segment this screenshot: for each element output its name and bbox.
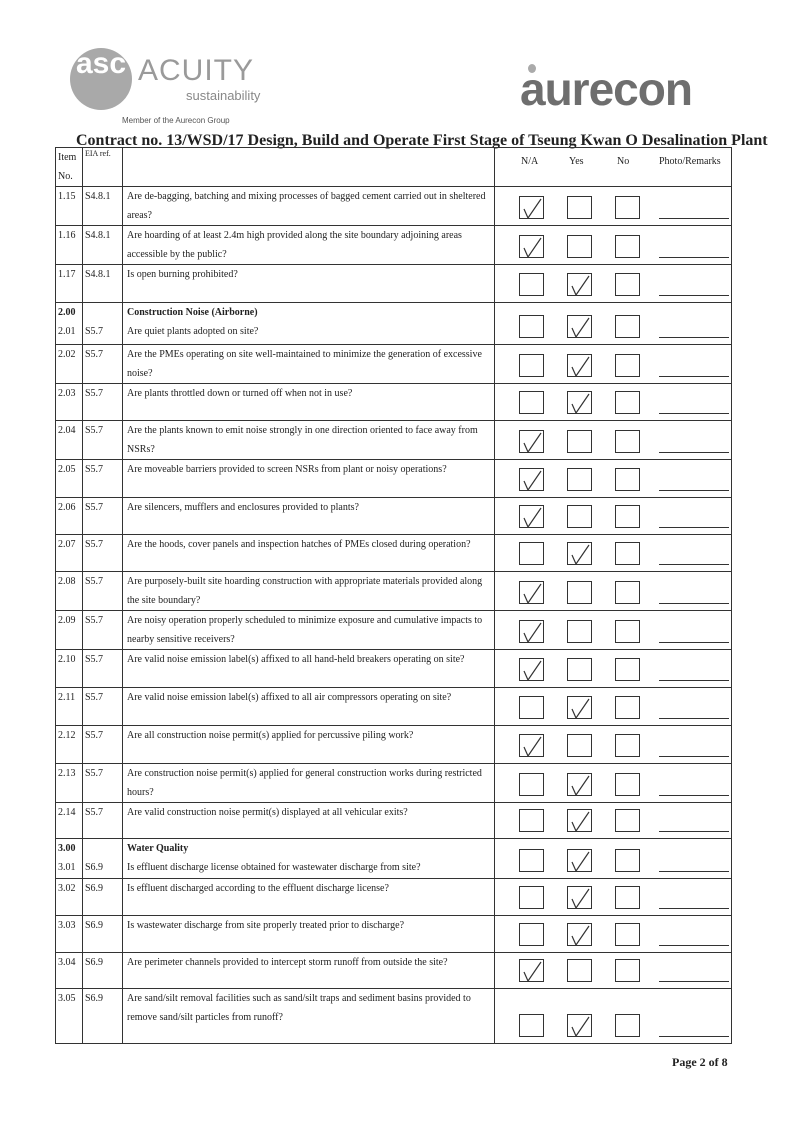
item-no: 2.13 [56, 764, 83, 803]
question: Are construction noise permit(s) applied for general construction works during restricted hours? [123, 764, 495, 803]
checkbox-na[interactable] [519, 620, 544, 643]
remarks-line[interactable] [659, 376, 729, 377]
checkbox-no[interactable] [615, 849, 640, 872]
remarks-line[interactable] [659, 756, 729, 757]
remarks-line[interactable] [659, 490, 729, 491]
checkbox-na[interactable] [519, 235, 544, 258]
eia-ref: S6.9 [83, 839, 123, 879]
checkbox-na[interactable] [519, 696, 544, 719]
item-no: 2.03 [56, 384, 83, 421]
eia-ref: S5.7 [83, 611, 123, 650]
check-mark-icon [569, 697, 591, 719]
eia-ref: S4.8.1 [83, 226, 123, 265]
question: Are de-bagging, batching and mixing processes of bagged cement carried out in sheltered areas? [123, 187, 495, 226]
item-no: 2.06 [56, 498, 83, 535]
checkbox-no[interactable] [615, 430, 640, 453]
item-no: 2.05 [56, 460, 83, 498]
section-heading: Construction Noise (Airborne) [127, 307, 258, 318]
question: Are noisy operation properly scheduled to minimize exposure and cumulative impacts to nearby sensitive receivers? [123, 611, 495, 650]
eia-ref: S4.8.1 [83, 265, 123, 303]
item-no: 2.02 [56, 345, 83, 384]
checkbox-no[interactable] [615, 354, 640, 377]
checkbox-yes[interactable] [567, 1014, 592, 1037]
checkbox-yes[interactable] [567, 505, 592, 528]
checkbox-na[interactable] [519, 391, 544, 414]
remarks-line[interactable] [659, 831, 729, 832]
question: Is effluent discharged according to the effluent discharge license? [123, 879, 495, 916]
checkbox-no[interactable] [615, 696, 640, 719]
question: Construction Noise (Airborne) Are quiet plants adopted on site? [123, 303, 495, 345]
header-yes: Yes [569, 156, 584, 167]
remarks-line[interactable] [659, 564, 729, 565]
check-mark-icon [569, 274, 591, 296]
checkbox-yes[interactable] [567, 809, 592, 832]
checkbox-no[interactable] [615, 923, 640, 946]
remarks-line[interactable] [659, 871, 729, 872]
check-mark-icon [521, 659, 543, 681]
checkbox-na[interactable] [519, 468, 544, 491]
table-row [56, 839, 732, 879]
check-cell [495, 460, 732, 498]
table-row [56, 989, 732, 1044]
aurecon-logo: aurecon [520, 63, 692, 115]
item-no: 2.07 [56, 535, 83, 572]
check-cell [495, 916, 732, 953]
remarks-line[interactable] [659, 603, 729, 604]
remarks-line[interactable] [659, 257, 729, 258]
remarks-line[interactable] [659, 218, 729, 219]
checkbox-na[interactable] [519, 273, 544, 296]
item-no: 2.04 [56, 421, 83, 460]
check-cell [495, 650, 732, 688]
check-cell [495, 345, 732, 384]
item-no: 1.16 [56, 226, 83, 265]
check-mark-icon [521, 582, 543, 604]
checkbox-yes[interactable] [567, 696, 592, 719]
item-no: 2.00 2.01 [56, 303, 83, 345]
table-row [56, 226, 732, 265]
question: Are purposely-built site hoarding construction with appropriate materials provided along the site boundary? [123, 572, 495, 611]
check-mark-icon [569, 1015, 591, 1037]
eia-ref: S5.7 [83, 460, 123, 498]
question: Water Quality Is effluent discharge license obtained for wastewater discharge from site? [123, 839, 495, 879]
checkbox-yes[interactable] [567, 581, 592, 604]
eia-ref: S5.7 [83, 688, 123, 726]
check-cell [495, 989, 732, 1044]
eia-ref: S4.8.1 [83, 187, 123, 226]
question: Are the PMEs operating on site well-maintained to minimize the generation of excessive noise? [123, 345, 495, 384]
remarks-line[interactable] [659, 413, 729, 414]
item-no: 3.00 3.01 [56, 839, 83, 879]
check-cell [495, 879, 732, 916]
eia-ref: S5.7 [83, 384, 123, 421]
eia-ref: S5.7 [83, 803, 123, 839]
checkbox-no[interactable] [615, 235, 640, 258]
checkbox-yes[interactable] [567, 542, 592, 565]
checkbox-no[interactable] [615, 620, 640, 643]
header-na: N/A [521, 156, 539, 167]
check-cell [495, 303, 732, 345]
question: Are all construction noise permit(s) applied for percussive piling work? [123, 726, 495, 764]
table-row [56, 421, 732, 460]
item-no: 2.10 [56, 650, 83, 688]
eia-ref: S5.7 [83, 650, 123, 688]
table-row [56, 572, 732, 611]
question: Are the hoods, cover panels and inspection hatches of PMEs closed during operation? [123, 535, 495, 572]
header-eia: EIA ref. [83, 148, 123, 187]
item-no: 3.03 [56, 916, 83, 953]
table-row [56, 803, 732, 839]
remarks-line[interactable] [659, 295, 729, 296]
item-no: 1.17 [56, 265, 83, 303]
checkbox-no[interactable] [615, 391, 640, 414]
checkbox-yes[interactable] [567, 734, 592, 757]
check-mark-icon [521, 236, 543, 258]
check-mark-icon [521, 960, 543, 982]
question: Are valid construction noise permit(s) displayed at all vehicular exits? [123, 803, 495, 839]
check-cell [495, 611, 732, 650]
check-cell [495, 421, 732, 460]
eia-ref: S6.9 [83, 879, 123, 916]
item-no: 2.11 [56, 688, 83, 726]
check-cell [495, 688, 732, 726]
remarks-line[interactable] [659, 945, 729, 946]
check-cell [495, 187, 732, 226]
eia-ref: S6.9 [83, 953, 123, 989]
checkbox-no[interactable] [615, 886, 640, 909]
section-heading: Water Quality [127, 843, 189, 854]
check-cell [495, 535, 732, 572]
table-row [56, 384, 732, 421]
remarks-line[interactable] [659, 1036, 729, 1037]
eia-ref: S5.7 [83, 498, 123, 535]
question: Are silencers, mufflers and enclosures provided to plants? [123, 498, 495, 535]
check-mark-icon [521, 469, 543, 491]
checkbox-no[interactable] [615, 959, 640, 982]
checkbox-no[interactable] [615, 315, 640, 338]
check-cell [495, 226, 732, 265]
item-no: 1.15 [56, 187, 83, 226]
question: Are hoarding of at least 2.4m high provided along the site boundary adjoining areas accessible by the public? [123, 226, 495, 265]
check-mark-icon [521, 197, 543, 219]
question: Are valid noise emission label(s) affixed to all air compressors operating on site? [123, 688, 495, 726]
checkbox-na[interactable] [519, 959, 544, 982]
question: Is wastewater discharge from site properly treated prior to discharge? [123, 916, 495, 953]
remarks-line[interactable] [659, 337, 729, 338]
check-mark-icon [569, 924, 591, 946]
checkbox-yes[interactable] [567, 196, 592, 219]
question: Are valid noise emission label(s) affixed to all hand-held breakers operating on site? [123, 650, 495, 688]
table-row [56, 460, 732, 498]
check-mark-icon [569, 355, 591, 377]
question: Are perimeter channels provided to intercept storm runoff from outside the site? [123, 953, 495, 989]
header-item: Item No. [56, 148, 83, 187]
checkbox-na[interactable] [519, 354, 544, 377]
checkbox-no[interactable] [615, 468, 640, 491]
remarks-line[interactable] [659, 981, 729, 982]
eia-ref: S5.7 [83, 572, 123, 611]
table-row [56, 688, 732, 726]
checkbox-yes[interactable] [567, 430, 592, 453]
item-no: 3.02 [56, 879, 83, 916]
item-no: 3.04 [56, 953, 83, 989]
acuity-logo [70, 48, 270, 126]
eia-ref: S5.7 [83, 535, 123, 572]
check-mark-icon [569, 543, 591, 565]
item-no: 3.05 [56, 989, 83, 1044]
checkbox-yes[interactable] [567, 354, 592, 377]
checkbox-yes[interactable] [567, 273, 592, 296]
table-row [56, 726, 732, 764]
checkbox-no[interactable] [615, 773, 640, 796]
question: Is open burning prohibited? [123, 265, 495, 303]
table-row [56, 303, 732, 345]
checkbox-na[interactable] [519, 923, 544, 946]
checkbox-na[interactable] [519, 886, 544, 909]
eia-ref: S6.9 [83, 989, 123, 1044]
check-mark-icon [569, 316, 591, 338]
checkbox-no[interactable] [615, 273, 640, 296]
checkbox-na[interactable] [519, 505, 544, 528]
table-header [56, 148, 732, 187]
checkbox-yes[interactable] [567, 773, 592, 796]
question: Are sand/silt removal facilities such as sand/silt traps and sediment basins provided to remove sand/silt particles from runoff? [123, 989, 495, 1044]
table-row [56, 650, 732, 688]
item-no: 2.14 [56, 803, 83, 839]
table-row [56, 345, 732, 384]
page-number: Page 2 of 8 [672, 1055, 728, 1069]
remarks-line[interactable] [659, 642, 729, 643]
checkbox-na[interactable] [519, 809, 544, 832]
checkbox-na[interactable] [519, 773, 544, 796]
checkbox-na[interactable] [519, 849, 544, 872]
check-cell [495, 803, 732, 839]
remarks-line[interactable] [659, 908, 729, 909]
acuity-sub: sustainability [186, 88, 261, 103]
check-cell [495, 726, 732, 764]
eia-ref: S6.9 [83, 916, 123, 953]
eia-ref: S5.7 [83, 303, 123, 345]
table-row [56, 535, 732, 572]
checkbox-na[interactable] [519, 1014, 544, 1037]
remarks-line[interactable] [659, 680, 729, 681]
check-cell [495, 953, 732, 989]
check-mark-icon [569, 887, 591, 909]
remarks-line[interactable] [659, 452, 729, 453]
checkbox-na[interactable] [519, 542, 544, 565]
table-row [56, 953, 732, 989]
acuity-name: ACUITY [138, 54, 255, 87]
eia-ref: S5.7 [83, 726, 123, 764]
checkbox-yes[interactable] [567, 315, 592, 338]
check-cell [495, 384, 732, 421]
check-mark-icon [569, 810, 591, 832]
table-row [56, 265, 732, 303]
remarks-line[interactable] [659, 718, 729, 719]
checkbox-na[interactable] [519, 315, 544, 338]
checkbox-yes[interactable] [567, 391, 592, 414]
remarks-line[interactable] [659, 795, 729, 796]
checkbox-na[interactable] [519, 581, 544, 604]
check-cell [495, 764, 732, 803]
acuity-member-text: Member of the Aurecon Group [122, 116, 230, 125]
checkbox-no[interactable] [615, 581, 640, 604]
check-cell [495, 572, 732, 611]
check-mark-icon [521, 621, 543, 643]
eia-ref: S5.7 [83, 345, 123, 384]
check-cell [495, 839, 732, 879]
check-cell [495, 265, 732, 303]
checkbox-no[interactable] [615, 658, 640, 681]
checklist-table [55, 147, 732, 1044]
item-no: 2.12 [56, 726, 83, 764]
acuity-mark: asc [70, 48, 132, 110]
header-remarks: Photo/Remarks [659, 156, 721, 167]
header-no: No [617, 156, 630, 167]
question: Are moveable barriers provided to screen NSRs from plant or noisy operations? [123, 460, 495, 498]
check-mark-icon [521, 506, 543, 528]
item-no: 2.08 [56, 572, 83, 611]
checkbox-no[interactable] [615, 734, 640, 757]
checkbox-yes[interactable] [567, 959, 592, 982]
remarks-line[interactable] [659, 527, 729, 528]
checkbox-no[interactable] [615, 1014, 640, 1037]
checkbox-yes[interactable] [567, 658, 592, 681]
checkbox-no[interactable] [615, 542, 640, 565]
checkbox-yes[interactable] [567, 849, 592, 872]
checkbox-na[interactable] [519, 734, 544, 757]
eia-ref: S5.7 [83, 421, 123, 460]
table-row [56, 498, 732, 535]
table-row [56, 916, 732, 953]
checkbox-yes[interactable] [567, 923, 592, 946]
question: Are plants throttled down or turned off when not in use? [123, 384, 495, 421]
checkbox-no[interactable] [615, 809, 640, 832]
item-no: 2.09 [56, 611, 83, 650]
check-mark-icon [569, 850, 591, 872]
question: Are the plants known to emit noise strongly in one direction oriented to face away from NSRs? [123, 421, 495, 460]
checkbox-na[interactable] [519, 196, 544, 219]
checkbox-yes[interactable] [567, 235, 592, 258]
checkbox-yes[interactable] [567, 468, 592, 491]
check-mark-icon [569, 392, 591, 414]
table-row [56, 879, 732, 916]
checkbox-na[interactable] [519, 658, 544, 681]
checkbox-no[interactable] [615, 196, 640, 219]
table-row [56, 611, 732, 650]
eia-ref: S5.7 [83, 764, 123, 803]
table-row [56, 187, 732, 226]
check-mark-icon [521, 431, 543, 453]
check-cell [495, 498, 732, 535]
check-mark-icon [521, 735, 543, 757]
document-title: Contract no. 13/WSD/17 Design, Build and Operate First Stage of Tseung Kwan O Desalination Plant [76, 132, 768, 149]
table-row [56, 764, 732, 803]
check-mark-icon [569, 774, 591, 796]
checkbox-yes[interactable] [567, 886, 592, 909]
checkbox-no[interactable] [615, 505, 640, 528]
checkbox-na[interactable] [519, 430, 544, 453]
checkbox-yes[interactable] [567, 620, 592, 643]
